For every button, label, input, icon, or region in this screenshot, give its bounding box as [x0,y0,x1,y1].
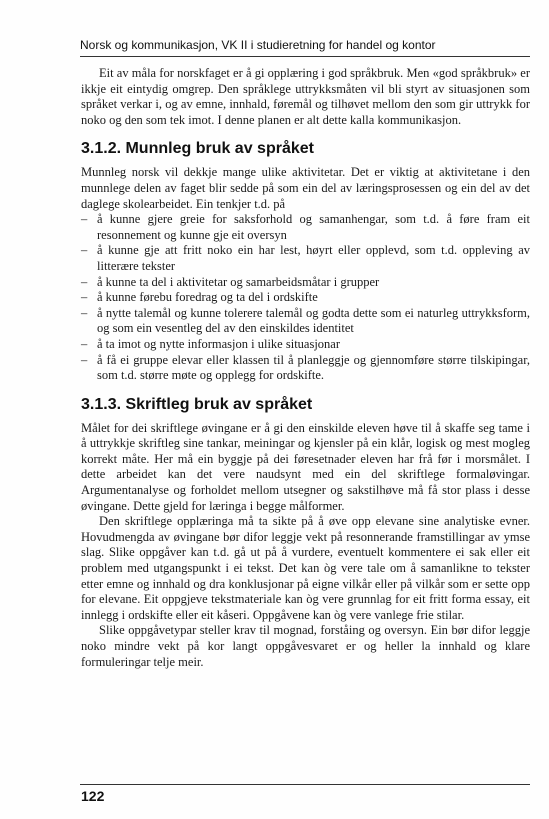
list-item-text: å kunne gje att fritt noko ein har lest, høyrt eller opplevd, som t.d. oppleving av litterære tekster [97,243,530,273]
section-heading-oral: 3.1.2. Munnleg bruk av språket [81,140,314,158]
list-item-text: å få ei gruppe elevar eller klassen til å planleggje og gjennomføre større tilskipingar, som t.d. større møte og opplegg for ordskifte. [97,352,530,383]
oral-activities-list [81,212,530,384]
written-paragraph-2: Den skriftlege opplæringa må ta sikte på å øve opp elevane sine analytiske evner. Hovudmengda av øvingane bør difor leggje vekt på resonnerande framstillingar av ymse slag. Slike oppgåver kan t.d. gå ut på å vurdere, eventuelt kommentere ei sak eller eit problem med utgangspunkt i ei tekst. Det kan òg vere tale om å samanlikne to tekster etter emne og innhald og dra konklusjonar på eigne vilkår eller på vilkår som er sette opp for elevane. Eit oppgjeve tekstmateriale kan òg vere grunnlag for eit fritt forma essay, eit innlegg i ordskifte eller eit kåseri. Oppgåvene kan òg vere vanlege frie stilar. [81,514,530,622]
list-item [81,306,530,337]
running-header: Norsk og kommunikasjon, VK II i studieretning for handel og kontor [80,38,436,52]
oral-intro-paragraph: Munnleg norsk vil dekkje mange ulike aktivitetar. Det er viktig at aktivitetane i den munnlege delen av faget blir sedde på som ein del av læringsprosessen og ein del av det daglege skolearbeidet. Ein tenkjer t.d. på [81,165,530,211]
list-item-text: å kunne førebu foredrag og ta del i ordskifte [97,290,318,305]
dash-marker: – [81,243,88,258]
list-item-text: å kunne ta del i aktivitetar og samarbeidsmåtar i grupper [97,274,380,289]
dash-marker: – [81,336,88,351]
written-paragraph-3: Slike oppgåvetypar steller krav til mognad, forståing og oversyn. Ein bør difor leggje noko mindre vekt på kor langt oppgåvesvaret er og heller la innhald og klare formuleringar telje meir. [81,623,530,669]
footer-rule [80,784,530,785]
dash-marker: – [81,305,88,320]
list-item-text: å nytte talemål og kunne tolerere talemål og godta dette som ei naturleg uttrykksform, og som ein vesentleg del av den einskildes identitet [97,305,530,336]
page-body [81,66,530,670]
dash-marker: – [81,212,88,227]
written-paragraph-1: Målet for dei skriftlege øvingane er å gi den einskilde eleven høve til å skaffe seg tame i å uttrykkje skriftleg sine tankar, meiningar og kjensler på ein klår, logisk og mest mogleg korrekt måte. Her må ein byggje på dei føresetnader eleven har frå før i morsmålet. I dette arbeidet kan det vere naudsynt med ein del skriftlege formaløvingar. Argumentanalyse og forholdet mellom utsegner og sakstilhøve må få stor plass i desse øvingane. Dette gjeld for læringa i begge målformer. [81,420,530,513]
header-rule [80,56,530,57]
list-item [81,290,530,306]
list-item-text: å kunne gjere greie for saksforhold og samanhengar, som t.d. å føre fram eit resonnement og kunne gje eit oversyn [97,212,530,242]
intro-paragraph: Eit av måla for norskfaget er å gi opplæring i god språkbruk. Men «god språkbruk» er ikkje eit eintydig omgrep. Den språklege uttrykksmåten vil bli styrt av situasjonen som språket verkar i, og av emne, innhald, føremål og tilhøvet mellom den som gir uttrykk for noko og den som tek imot. I denne planen er alt dette kalla kommunikasjon. [81,66,530,127]
list-item [81,337,530,353]
list-item [81,275,530,291]
dash-marker: – [81,290,88,305]
list-item [81,243,530,274]
list-item [81,353,530,384]
list-item-text: å ta imot og nytte informasjon i ulike situasjonar [97,336,341,351]
list-item [81,212,530,243]
page-number: 122 [81,788,105,804]
section-heading-written: 3.1.3. Skriftleg bruk av språket [81,395,313,413]
dash-marker: – [81,352,88,367]
dash-marker: – [81,274,88,289]
